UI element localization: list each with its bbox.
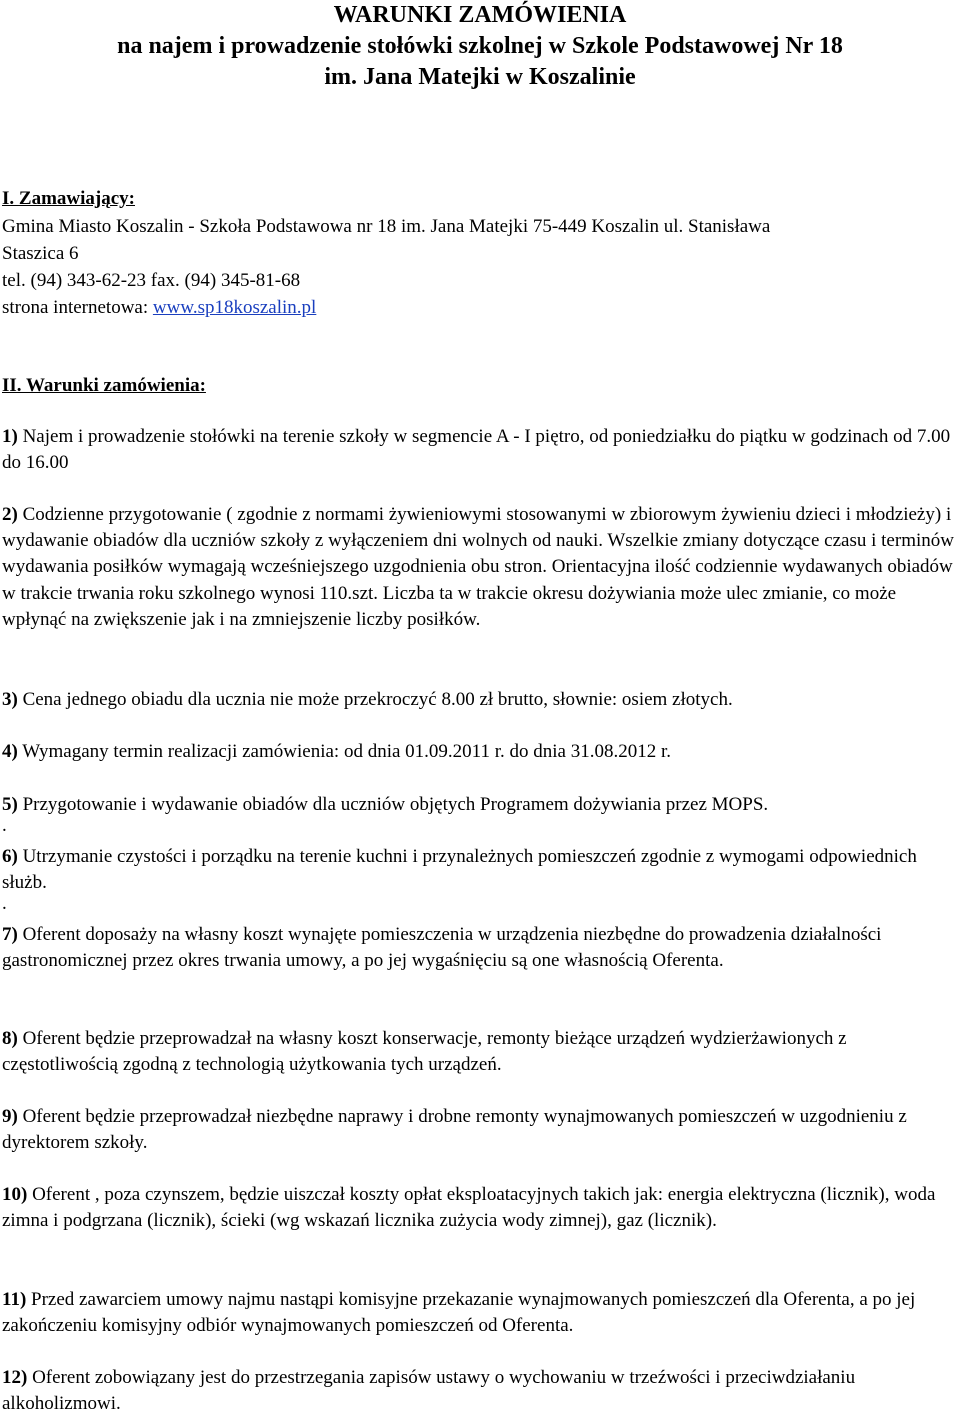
condition-item-8: [2, 1026, 958, 1078]
item-number: 9): [2, 1106, 18, 1127]
condition-item-7: [2, 922, 958, 974]
item-number: 3): [2, 689, 18, 710]
condition-item-6: [2, 844, 958, 896]
document-title-line-3: im. Jana Matejki w Koszalinie: [324, 64, 636, 90]
condition-item-4: [2, 739, 958, 765]
contact-phone-fax: tel. (94) 343-62-23 fax. (94) 345-81-68: [2, 270, 301, 291]
stray-dot: .: [2, 815, 7, 836]
section-1-heading: I. Zamawiający:: [2, 188, 135, 209]
item-text: Oferent będzie przeprowadzał na własny koszt konserwacje, remonty bieżące urządzeń wydzierżawionych z częstotliwością zgodną z technologią użytkowania tych urządzeń.: [2, 1028, 847, 1076]
condition-item-5: [2, 792, 958, 818]
condition-item-2: [2, 502, 958, 633]
item-text: Wymagany termin realizacji zamówienia: od dnia 01.09.2011 r. do dnia 31.08.2012 r.: [17, 741, 671, 762]
item-text: Oferent doposaży na własny koszt wynajęte pomieszczenia w urządzenia niezbędne do prowadzenia działalności gastronomicznej przez okres trwania umowy, a po jej wygaśnięciu są one własnością Oferenta.: [2, 924, 882, 972]
item-number: 4): [2, 741, 18, 762]
item-number: 5): [2, 794, 18, 815]
website-link[interactable]: www.sp18koszalin.pl: [152, 297, 317, 318]
item-number: 12): [2, 1367, 28, 1388]
item-number: 8): [2, 1028, 18, 1049]
condition-item-3: [2, 687, 958, 713]
item-number: 11): [2, 1289, 27, 1310]
contracting-authority-line-2: Staszica 6: [2, 243, 79, 264]
item-text: Najem i prowadzenie stołówki na terenie szkoły w segmencie A - I piętro, od poniedziałku do piątku w godzinach od 7.00 do 16.00: [2, 426, 951, 474]
condition-item-12: [2, 1365, 958, 1417]
condition-item-9: [2, 1104, 958, 1156]
item-text: Cena jednego obiadu dla ucznia nie może przekroczyć 8.00 zł brutto, słownie: osiem złotych.: [17, 689, 733, 710]
condition-item-10: [2, 1182, 958, 1234]
item-text: Przed zawarciem umowy najmu nastąpi komisyjne przekazanie wynajmowanych pomieszczeń dla Oferenta, a po jej zakończeniu komisyjny odbiór wynajmowanych pomieszczeń od Oferenta.: [2, 1289, 916, 1337]
item-number: 7): [2, 924, 18, 945]
website-line: [2, 295, 316, 321]
website-label: strona internetowa:: [2, 297, 153, 318]
condition-item-11: [2, 1287, 958, 1339]
document-title-line-1: WARUNKI ZAMÓWIENIA: [333, 2, 627, 28]
document-title-line-2: na najem i prowadzenie stołówki szkolnej w Szkole Podstawowej Nr 18: [117, 33, 843, 59]
item-text: Przygotowanie i wydawanie obiadów dla uczniów objętych Programem dożywiania przez MOPS.: [17, 794, 769, 815]
item-text: Utrzymanie czystości i porządku na terenie kuchni i przynależnych pomieszczeń zgodnie z wymogami odpowiednich służb.: [2, 846, 917, 894]
stray-dot: .: [2, 893, 7, 914]
section-2-heading: II. Warunki zamówienia:: [2, 375, 206, 396]
item-text: Codzienne przygotowanie ( zgodnie z normami żywieniowymi stosowanymi w zbiorowym żywieniu dzieci i młodzieży) i wydawanie obiadów dla uczniów szkoły z wyłączeniem dni wolnych od nauki. Wszelkie zmiany dotyczące czasu i terminów wydawania posiłków wymagają wcześniejszego uzgodnienia obu stron. Orientacyjna ilość codziennie wydawanych obiadów w trakcie trwania roku szkolnego wynosi 110.szt. Liczba ta w trakcie okresu dożywiania może ulec zmianie, co może wpłynąć na zwiększenie jak i na zmniejszenie liczby posiłków.: [2, 504, 954, 630]
item-number: 10): [2, 1184, 28, 1205]
item-text: Oferent , poza czynszem, będzie uiszczał koszty opłat eksploatacyjnych takich jak: energia elektryczna (licznik), woda zimna i podgrzana (licznik), ścieki (wg wskazań licznika zużycia wody zimnej), gaz (licznik).: [2, 1184, 936, 1232]
item-text: Oferent zobowiązany jest do przestrzegania zapisów ustawy o wychowaniu w trzeźwości i przeciwdziałaniu alkoholizmowi.: [2, 1367, 856, 1415]
contracting-authority-line-1: Gmina Miasto Koszalin - Szkoła Podstawowa nr 18 im. Jana Matejki 75-449 Koszalin ul. Stanisława: [2, 216, 771, 237]
item-number: 6): [2, 846, 18, 867]
condition-item-1: [2, 424, 958, 476]
item-number: 1): [2, 426, 18, 447]
item-text: Oferent będzie przeprowadzał niezbędne naprawy i drobne remonty wynajmowanych pomieszczeń w uzgodnieniu z dyrektorem szkoły.: [2, 1106, 907, 1154]
item-number: 2): [2, 504, 18, 525]
